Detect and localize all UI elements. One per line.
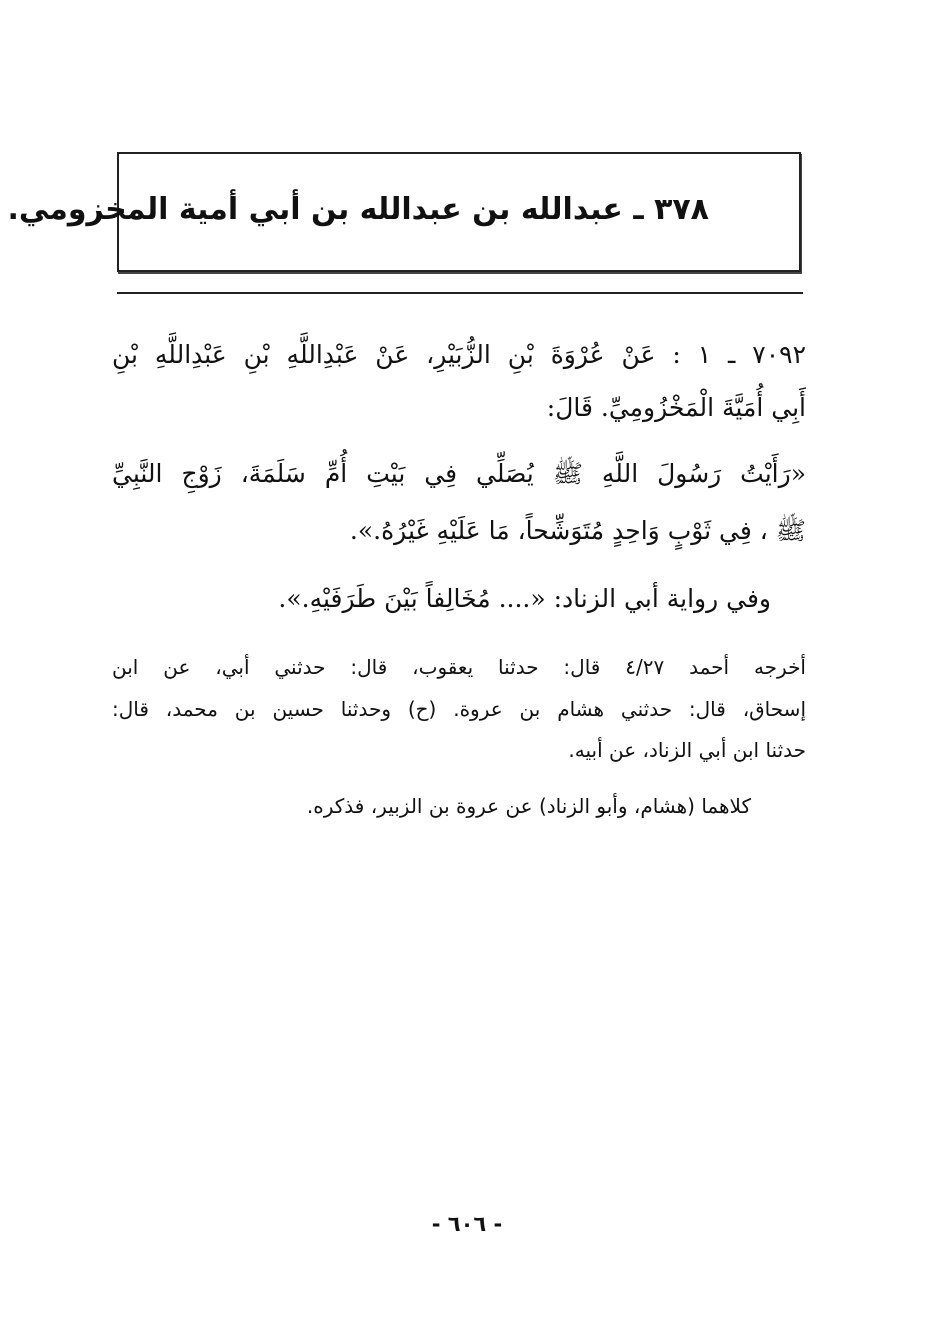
- divider-rule: [117, 292, 803, 294]
- takhrij-line-4: كلاهما (هشام، وأبو الزناد) عن عروة بن الزبير، فذكره.: [306, 794, 751, 818]
- hadith-line-5-abu-zinad: وفي رواية أبي الزناد: «.... مُخَالِفاً بَيْنَ طَرَفَيْهِ.».: [278, 584, 771, 613]
- chapter-title-box: [7, 152, 801, 272]
- hadith-line-1: ٧٠٩٢ ـ ١ : عَنْ عُرْوَةَ بْنِ الزُّبَيْرِ، عَنْ عَبْدِاللَّهِ بْنِ عَبْدِاللَّهِ بْنِ: [112, 340, 806, 369]
- hadith-line-2: أَبِي أُمَيَّةَ الْمَخْزُومِيِّ. قَالَ:: [546, 393, 806, 422]
- page-number: - ٦٠٦ -: [431, 1212, 503, 1236]
- takhrij-line-1: أخرجه أحمد ٤/٢٧ قال: حدثنا يعقوب، قال: حدثني أبي، عن ابن: [112, 655, 806, 679]
- hadith-line-3: «رَأَيْتُ رَسُولَ اللَّهِ ﷺ يُصَلِّي فِي بَيْتِ أُمِّ سَلَمَةَ، زَوْجِ النَّبِيِّ: [112, 459, 806, 488]
- hadith-line-4: ﷺ ، فِي ثَوْبٍ وَاحِدٍ مُتَوَشِّحاً، مَا عَلَيْهِ غَيْرُهُ.».: [349, 516, 806, 545]
- takhrij-line-3: حدثنا ابن أبي الزناد، عن أبيه.: [568, 738, 806, 762]
- chapter-title: ٣٧٨ ـ عبدالله بن عبدالله بن أبي أمية المخزومي.: [7, 192, 709, 227]
- takhrij-line-2: إسحاق، قال: حدثني هشام بن عروة. (ح) وحدثنا حسين بن محمد، قال:: [112, 697, 806, 721]
